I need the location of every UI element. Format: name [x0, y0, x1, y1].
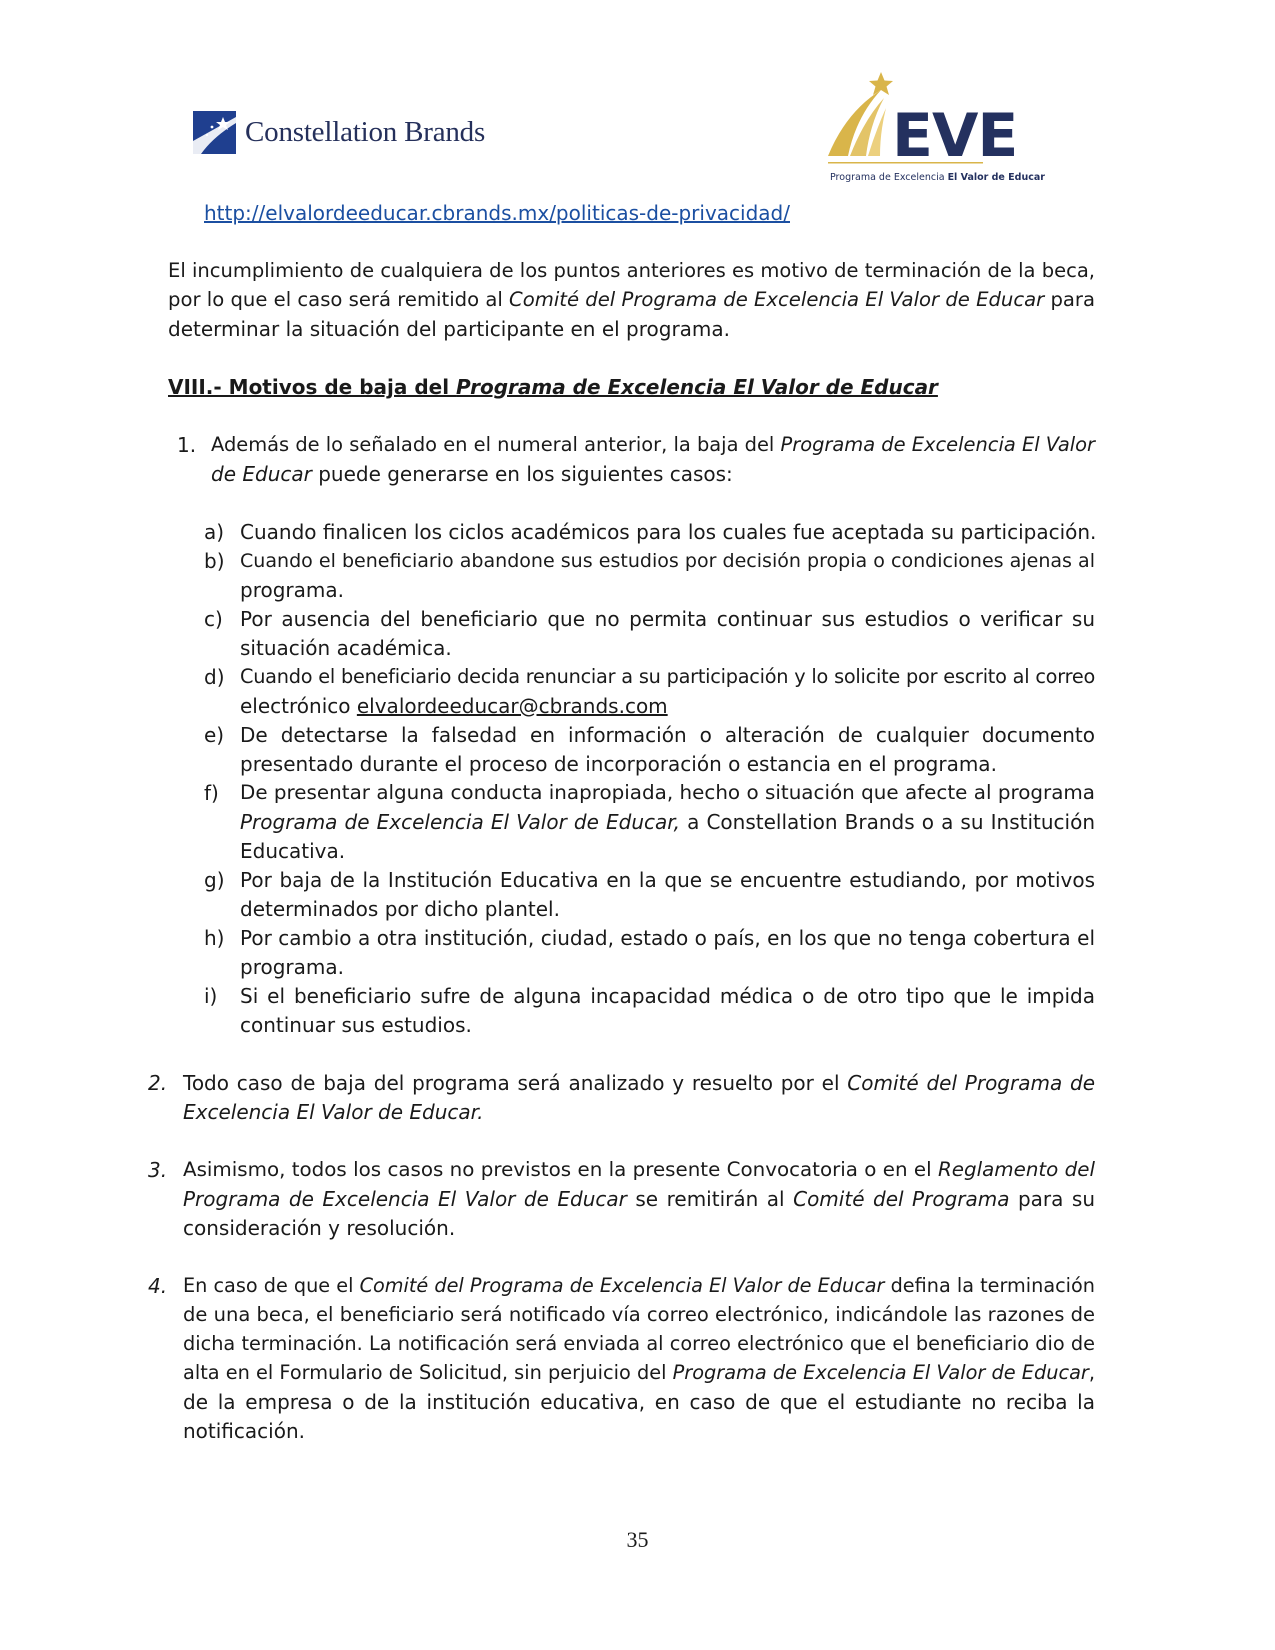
- email-link[interactable]: elvalordeeducar@cbrands.com: [356, 694, 668, 718]
- list-marker: 2.: [148, 1071, 168, 1095]
- sublist-marker: h): [204, 926, 225, 950]
- list-item-line: dicha terminación. La notificación será enviada al correo electrónico que el beneficiario dio de: [183, 1332, 1095, 1355]
- sublist-item-line: situación académica.: [240, 636, 452, 660]
- list-item-line: Excelencia El Valor de Educar.: [183, 1100, 484, 1124]
- list-item-line: alta en el Formulario de Solicitud, sin perjuicio del Programa de Excelencia El Valor de Educar,: [183, 1361, 1095, 1384]
- sublist-item-line: presentado durante el proceso de incorporación o estancia en el programa.: [240, 752, 997, 776]
- privacy-policy-link[interactable]: http://elvalordeeducar.cbrands.mx/politicas-de-privacidad/: [204, 201, 790, 225]
- list-item-line: de Educar puede generarse en los siguientes casos:: [211, 462, 733, 486]
- sublist-marker: e): [204, 723, 225, 747]
- sublist-item-line: Cuando finalicen los ciclos académicos para los cuales fue aceptada su participación.: [240, 520, 1097, 544]
- eve-letters: EVE: [892, 101, 1018, 171]
- sublist-marker: d): [204, 665, 225, 689]
- list-item-line: En caso de que el Comité del Programa de Excelencia El Valor de Educar defina la terminación: [183, 1274, 1095, 1297]
- list-marker: 1.: [177, 433, 197, 457]
- sublist-item-line: Por ausencia del beneficiario que no permita continuar sus estudios o verificar su: [240, 607, 1095, 631]
- list-item-line: Todo caso de baja del programa será analizado y resuelto por el Comité del Programa de: [183, 1071, 1095, 1095]
- sublist-item-line: Por baja de la Institución Educativa en la que se encuentre estudiando, por motivos: [240, 868, 1095, 892]
- sublist-marker: g): [204, 868, 225, 892]
- list-item-line: Programa de Excelencia El Valor de Educar se remitirán al Comité del Programa para su: [183, 1187, 1096, 1211]
- sublist-item-line: continuar sus estudios.: [240, 1013, 472, 1037]
- sublist-item-line: Programa de Excelencia El Valor de Educar, a Constellation Brands o a su Institución: [240, 810, 1095, 834]
- page-number: 35: [626, 1527, 649, 1552]
- sublist-item-line: Si el beneficiario sufre de alguna incapacidad médica o de otro tipo que le impida: [240, 984, 1095, 1008]
- sublist-item-line: determinados por dicho plantel.: [240, 897, 560, 921]
- constellation-star-icon: [193, 111, 236, 154]
- intro-line: por lo que el caso será remitido al Comité del Programa de Excelencia El Valor de Educar para: [168, 288, 1095, 311]
- sublist-item-line: De detectarse la falsedad en información o alteración de cualquier documento: [240, 723, 1095, 747]
- list-item-line: consideración y resolución.: [183, 1216, 456, 1240]
- sublist-marker: c): [204, 607, 223, 631]
- sublist-marker: a): [204, 520, 225, 544]
- constellation-brands-logo: [193, 110, 485, 154]
- sublist-item-line: Cuando el beneficiario decida renunciar a su participación y lo solicite por escrito al correo: [240, 665, 1095, 688]
- sublist-item-line: programa.: [240, 955, 344, 979]
- sublist-item-line: De presentar alguna conducta inapropiada, hecho o situación que afecte al programa: [240, 781, 1095, 804]
- sublist-item-line: Educativa.: [240, 839, 346, 863]
- list-item-line: de la empresa o de la institución educativa, en caso de que el estudiante no reciba la: [183, 1390, 1095, 1414]
- sublist-item-line: programa.: [240, 578, 344, 602]
- list-marker: 3.: [148, 1158, 168, 1182]
- sublist-item-line: Por cambio a otra institución, ciudad, estado o país, en los que no tenga cobertura el: [240, 926, 1095, 950]
- section-heading: VIII.- Motivos de baja del Programa de Excelencia El Valor de Educar: [168, 375, 938, 399]
- intro-line: El incumplimiento de cualquiera de los puntos anteriores es motivo de terminación de la beca,: [168, 259, 1095, 282]
- list-item-line: Además de lo señalado en el numeral anterior, la baja del Programa de Excelencia El Valor: [211, 433, 1095, 456]
- intro-line: determinar la situación del participante en el programa.: [168, 317, 731, 341]
- sublist-item-line: Cuando el beneficiario abandone sus estudios por decisión propia o condiciones ajenas al: [240, 550, 1095, 572]
- sublist-marker: f): [204, 781, 219, 805]
- list-item-line: notificación.: [183, 1419, 305, 1443]
- list-item-line: de una beca, el beneficiario será notificado vía correo electrónico, indicándole las razones de: [183, 1303, 1095, 1326]
- sublist-item-line: electrónico elvalordeeducar@cbrands.com: [240, 694, 668, 718]
- eve-program-logo: [826, 72, 1045, 184]
- list-item-line: Asimismo, todos los casos no previstos en la presente Convocatoria o en el Reglamento del: [183, 1158, 1095, 1181]
- eve-subtitle: Programa de Excelencia El Valor de Educar: [830, 172, 1045, 183]
- sublist-marker: i): [204, 984, 218, 1008]
- company-name: Constellation Brands: [245, 115, 486, 148]
- sublist-marker: b): [204, 549, 225, 573]
- list-marker: 4.: [148, 1274, 168, 1298]
